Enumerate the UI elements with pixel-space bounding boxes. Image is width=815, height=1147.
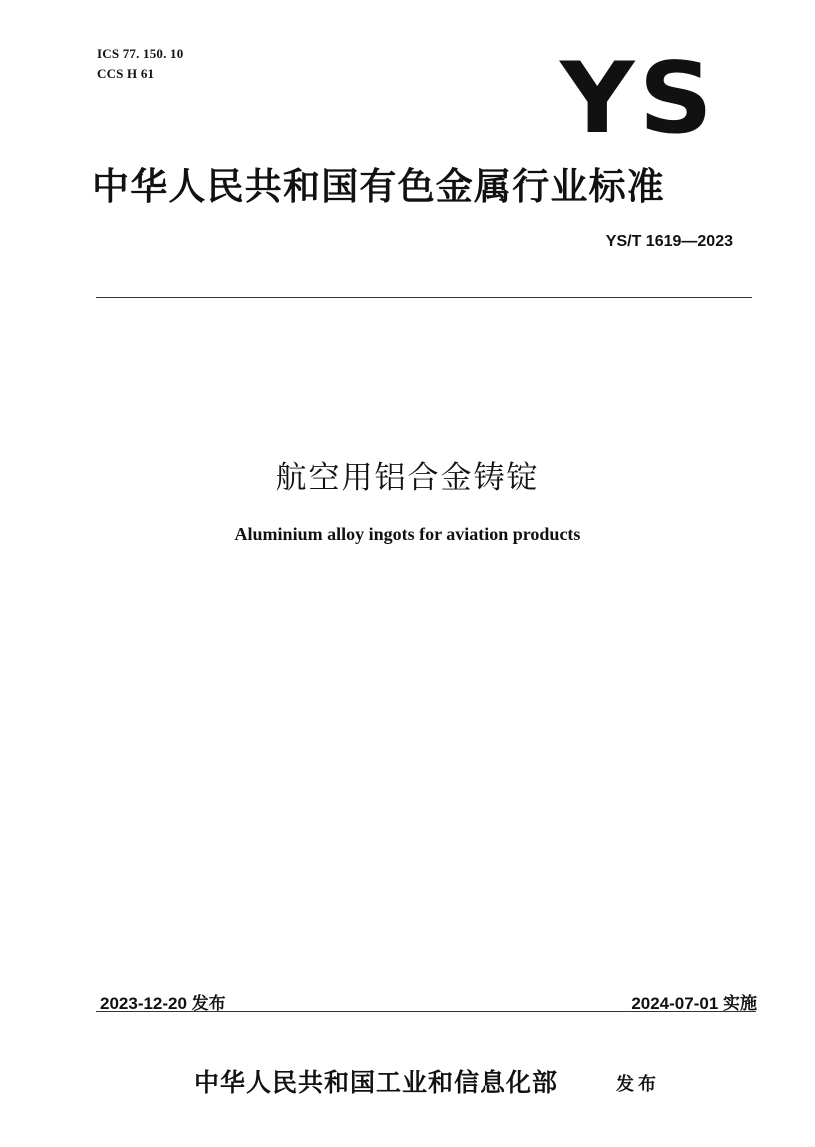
ccs-code: CCS H 61	[97, 66, 155, 81]
publisher-name: 中华人民共和国工业和信息化部	[194, 1068, 559, 1097]
ys-logo: YS	[560, 42, 718, 156]
issue-date: 2023-12-20 发布	[100, 994, 226, 1013]
document-title-english: Aluminium alloy ingots for aviation products	[234, 524, 581, 544]
standard-number: YS/T 1619—2023	[605, 233, 733, 250]
classification-codes	[97, 44, 183, 84]
header-divider	[96, 297, 752, 298]
footer-divider	[96, 1011, 756, 1012]
organization-title: 中华人民共和国有色金属行业标准	[92, 165, 665, 208]
document-title-chinese: 航空用铝合金铸锭	[275, 460, 540, 496]
implementation-date: 2024-07-01 实施	[631, 994, 757, 1013]
ics-code: ICS 77. 150. 10	[97, 46, 184, 61]
publisher-suffix: 发布	[616, 1074, 660, 1095]
